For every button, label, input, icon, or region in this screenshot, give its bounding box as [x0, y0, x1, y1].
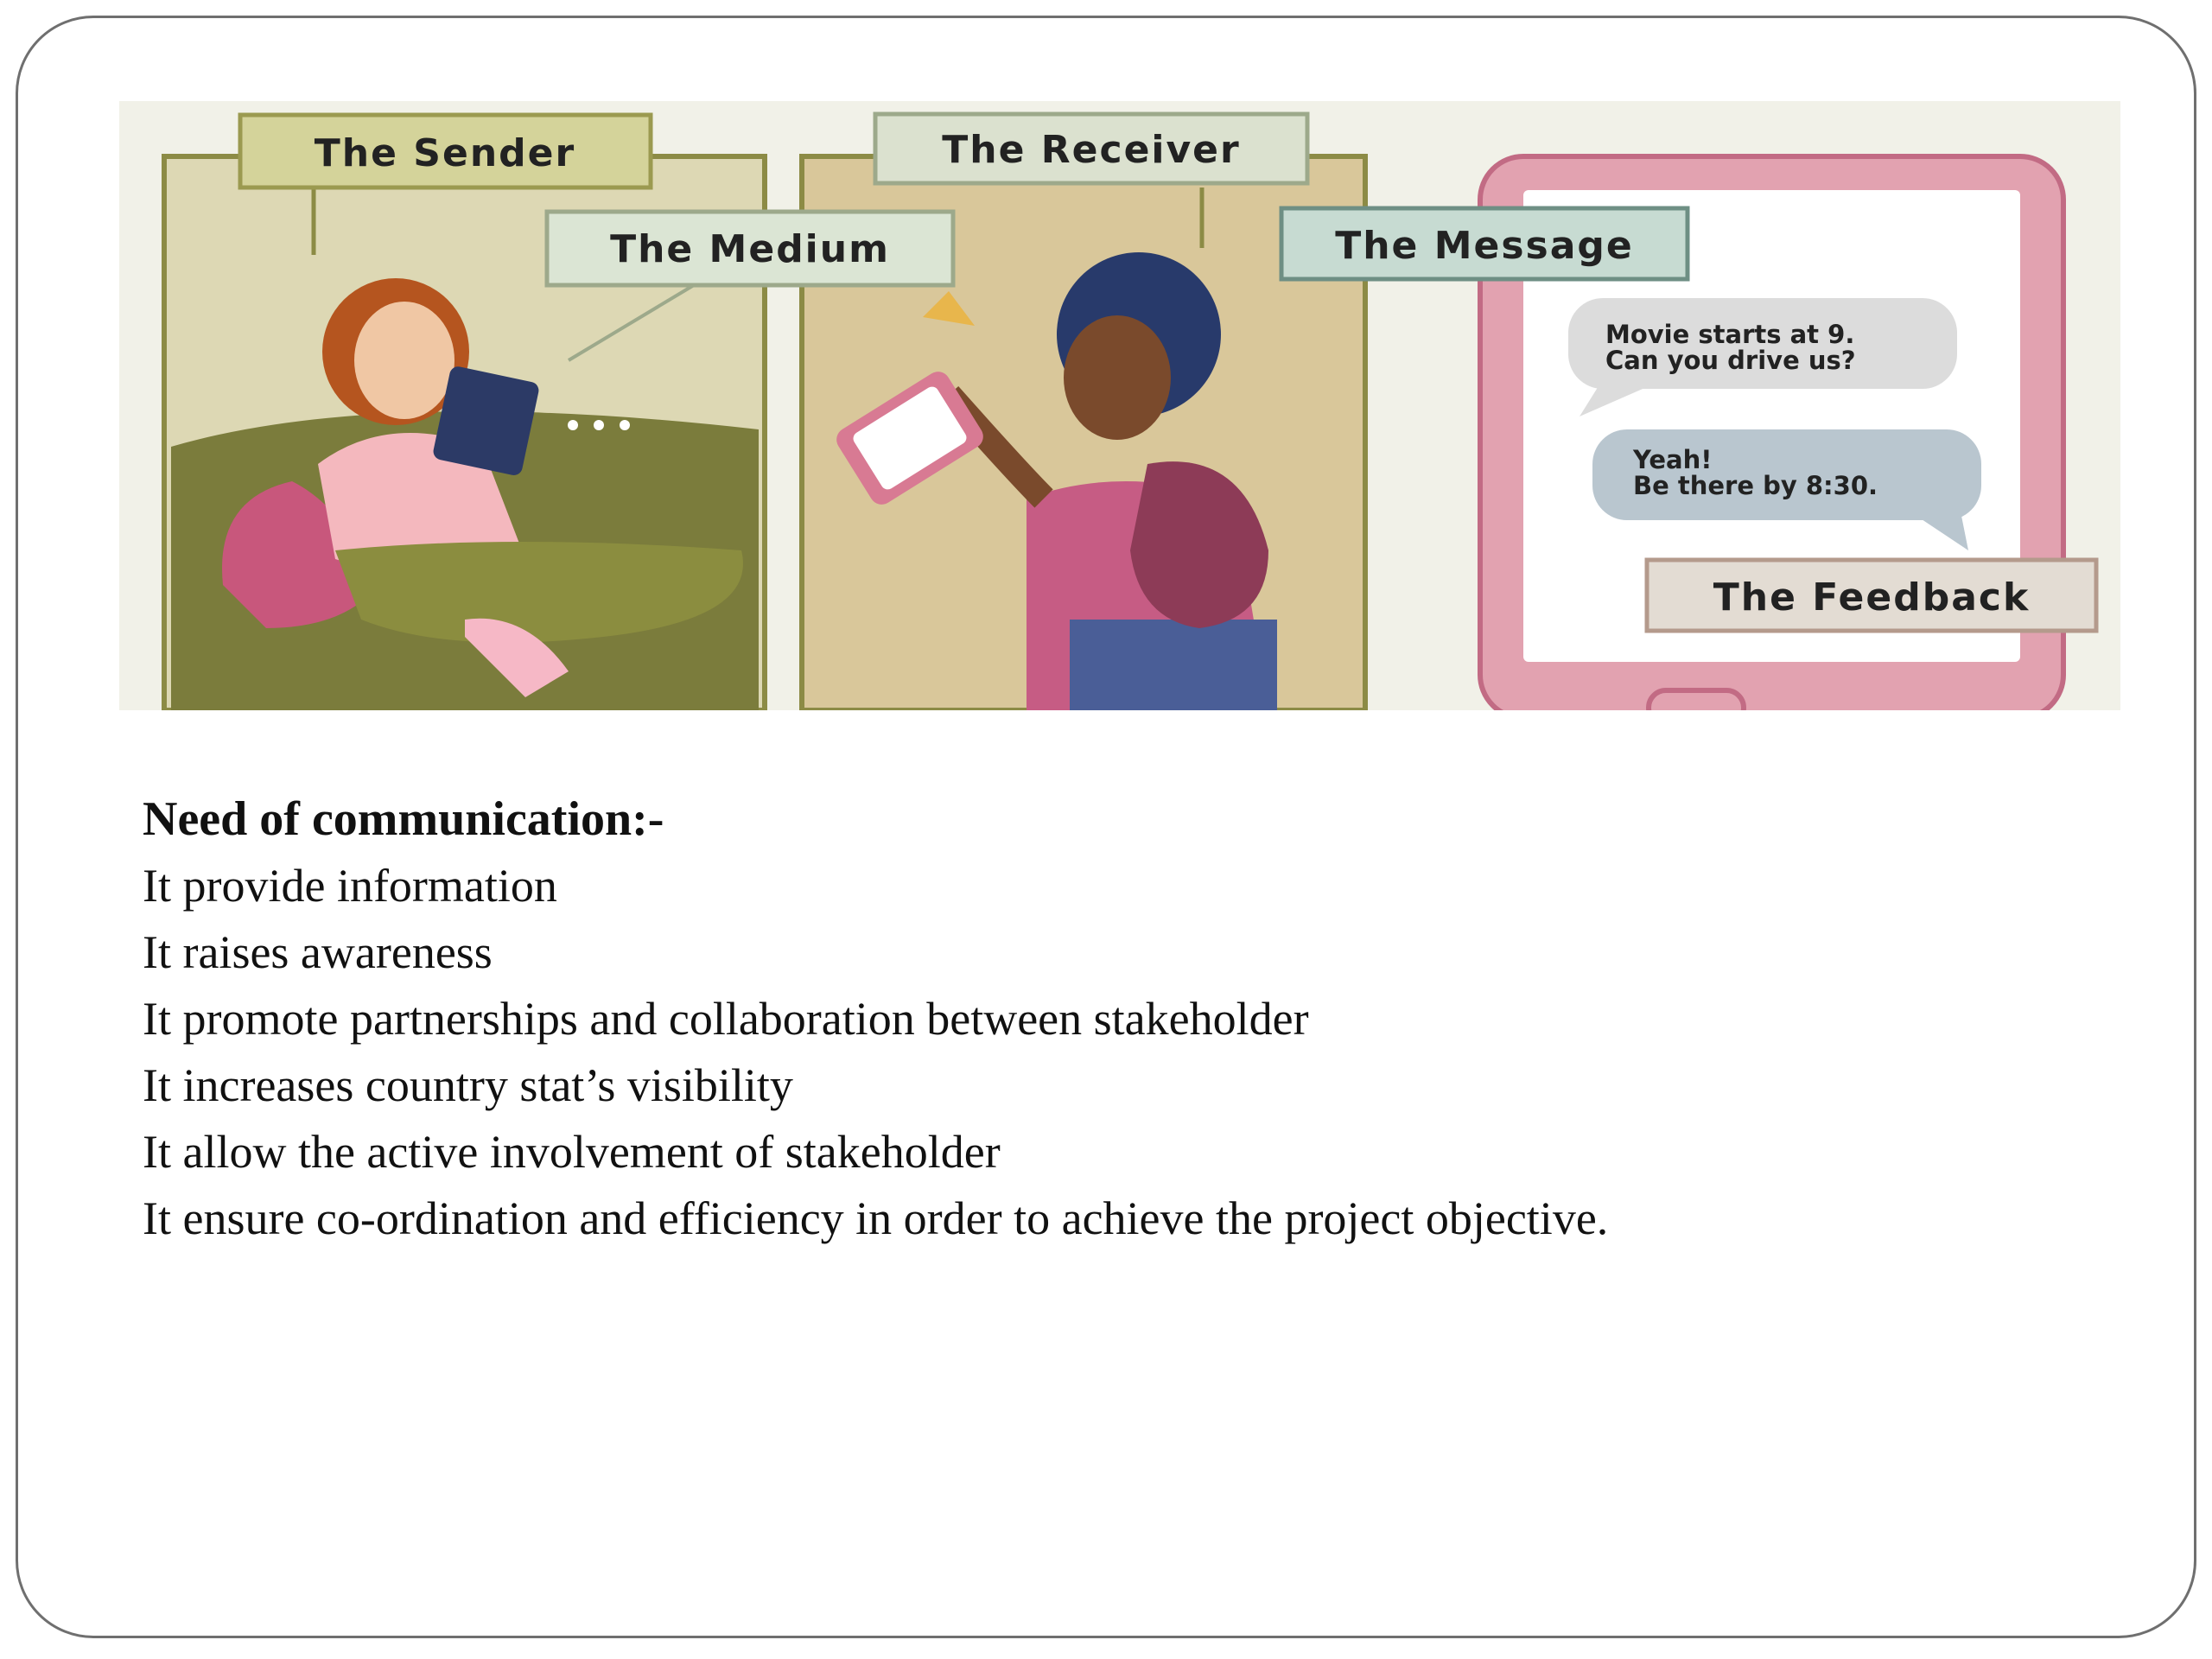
- bubble2-line2: Be there by 8:30.: [1633, 471, 1878, 500]
- svg-text:The Medium: The Medium: [610, 227, 890, 271]
- bubble1-line1: Movie starts at 9.: [1605, 320, 1855, 349]
- label-message: [1281, 208, 1688, 279]
- svg-text:The Receiver: The Receiver: [942, 128, 1241, 172]
- point-item: It raises awareness: [143, 926, 493, 978]
- bubble2-line1: Yeah!: [1633, 445, 1713, 474]
- svg-text:The Feedback: The Feedback: [1713, 575, 2031, 620]
- svg-text:The Message: The Message: [1335, 224, 1634, 268]
- point-item: It ensure co-ordination and efficiency in order to achieve the project objective.: [143, 1192, 1609, 1244]
- bubble1-line2: Can you drive us?: [1605, 346, 1856, 375]
- section-heading: Need of communication:-: [143, 792, 664, 846]
- point-item: It allow the active involvement of stakeholder: [143, 1126, 1001, 1178]
- point-item: It promote partnerships and collaboration between stakeholder: [143, 993, 1309, 1045]
- label-feedback: [1647, 560, 2096, 631]
- svg-text:The Sender: The Sender: [314, 131, 576, 175]
- point-item: It provide information: [143, 860, 557, 912]
- point-item: It increases country stat’s visibility: [143, 1059, 793, 1111]
- communication-process-illustration: [119, 101, 2120, 710]
- communication-need-text: [143, 786, 2044, 1252]
